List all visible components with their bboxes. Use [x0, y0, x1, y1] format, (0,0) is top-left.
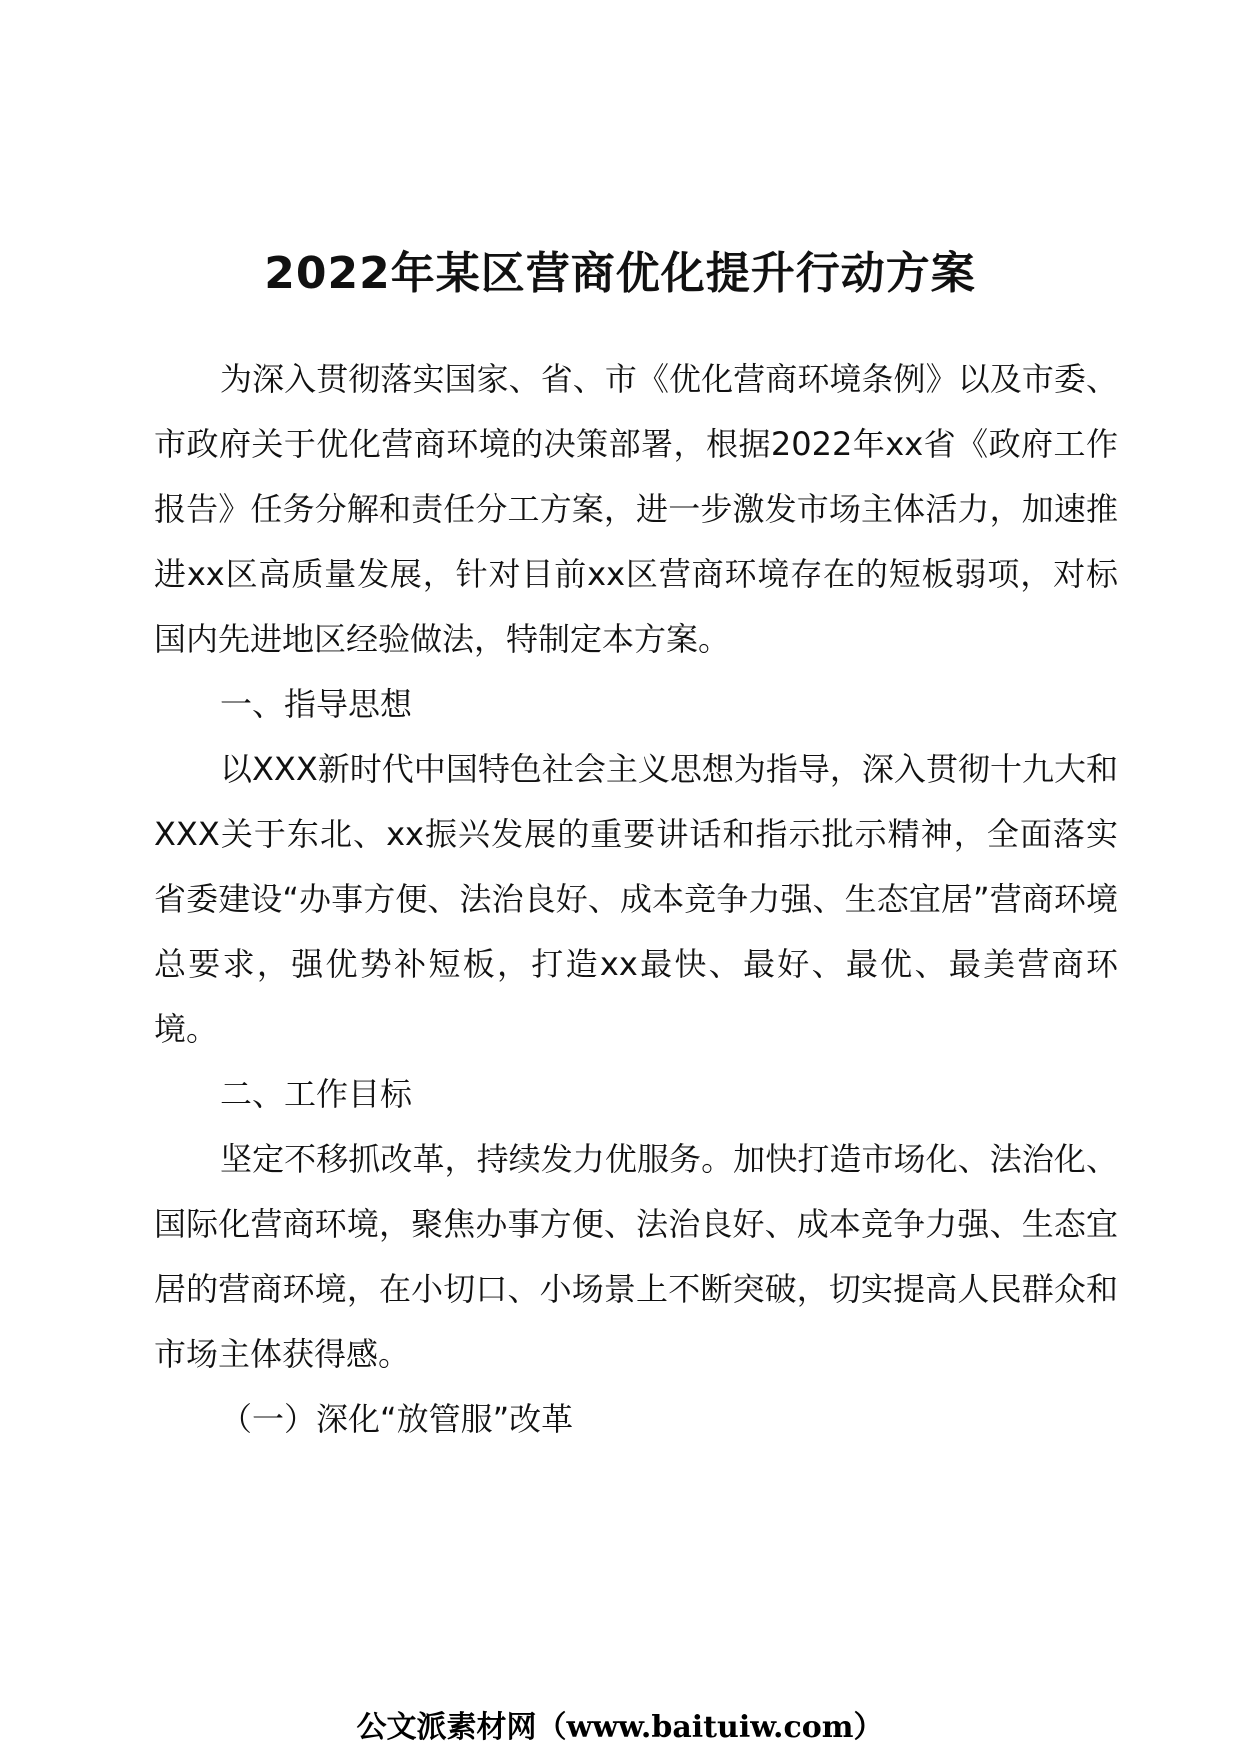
section-text-guiding-thought: 以XXX新时代中国特色社会主义思想为指导，深入贯彻十九大和XXX关于东北、xx振兴发展的重要讲话和指示批示精神，全面落实省委建设“办事方便、法治良好、成本竞争力强、生态宜居”营商环境总要求，强优势补短板，打造xx最快、最好、最优、最美营商环境。 — [154, 750, 1118, 1048]
section-text-work-goals: 坚定不移抓改革，持续发力优服务。加快打造市场化、法治化、国际化营商环境，聚焦办事方便、法治良好、成本竞争力强、生态宜居的营商环境，在小切口、小场景上不断突破，切实提高人民群众和市场主体获得感。 — [154, 1140, 1118, 1373]
footer-watermark: 公文派素材网（www.baituiw.com） — [356, 1710, 884, 1745]
document-title: 2022年某区营商优化提升行动方案 — [264, 248, 976, 299]
section-heading-work-goals: 二、工作目标 — [220, 1075, 413, 1113]
intro-paragraph: 为深入贯彻落实国家、省、市《优化营商环境条例》以及市委、市政府关于优化营商环境的决策部署，根据2022年xx省《政府工作报告》任务分解和责任分工方案，进一步激发市场主体活力，加速推进xx区高质量发展，针对目前xx区营商环境存在的短板弱项，对标国内先进地区经验做法，特制定本方案。 — [154, 360, 1118, 658]
section-heading-guiding-thought: 一、指导思想 — [220, 685, 413, 723]
sub-heading-reform: （一）深化“放管服”改革 — [220, 1400, 574, 1438]
document-body — [154, 347, 1118, 1452]
